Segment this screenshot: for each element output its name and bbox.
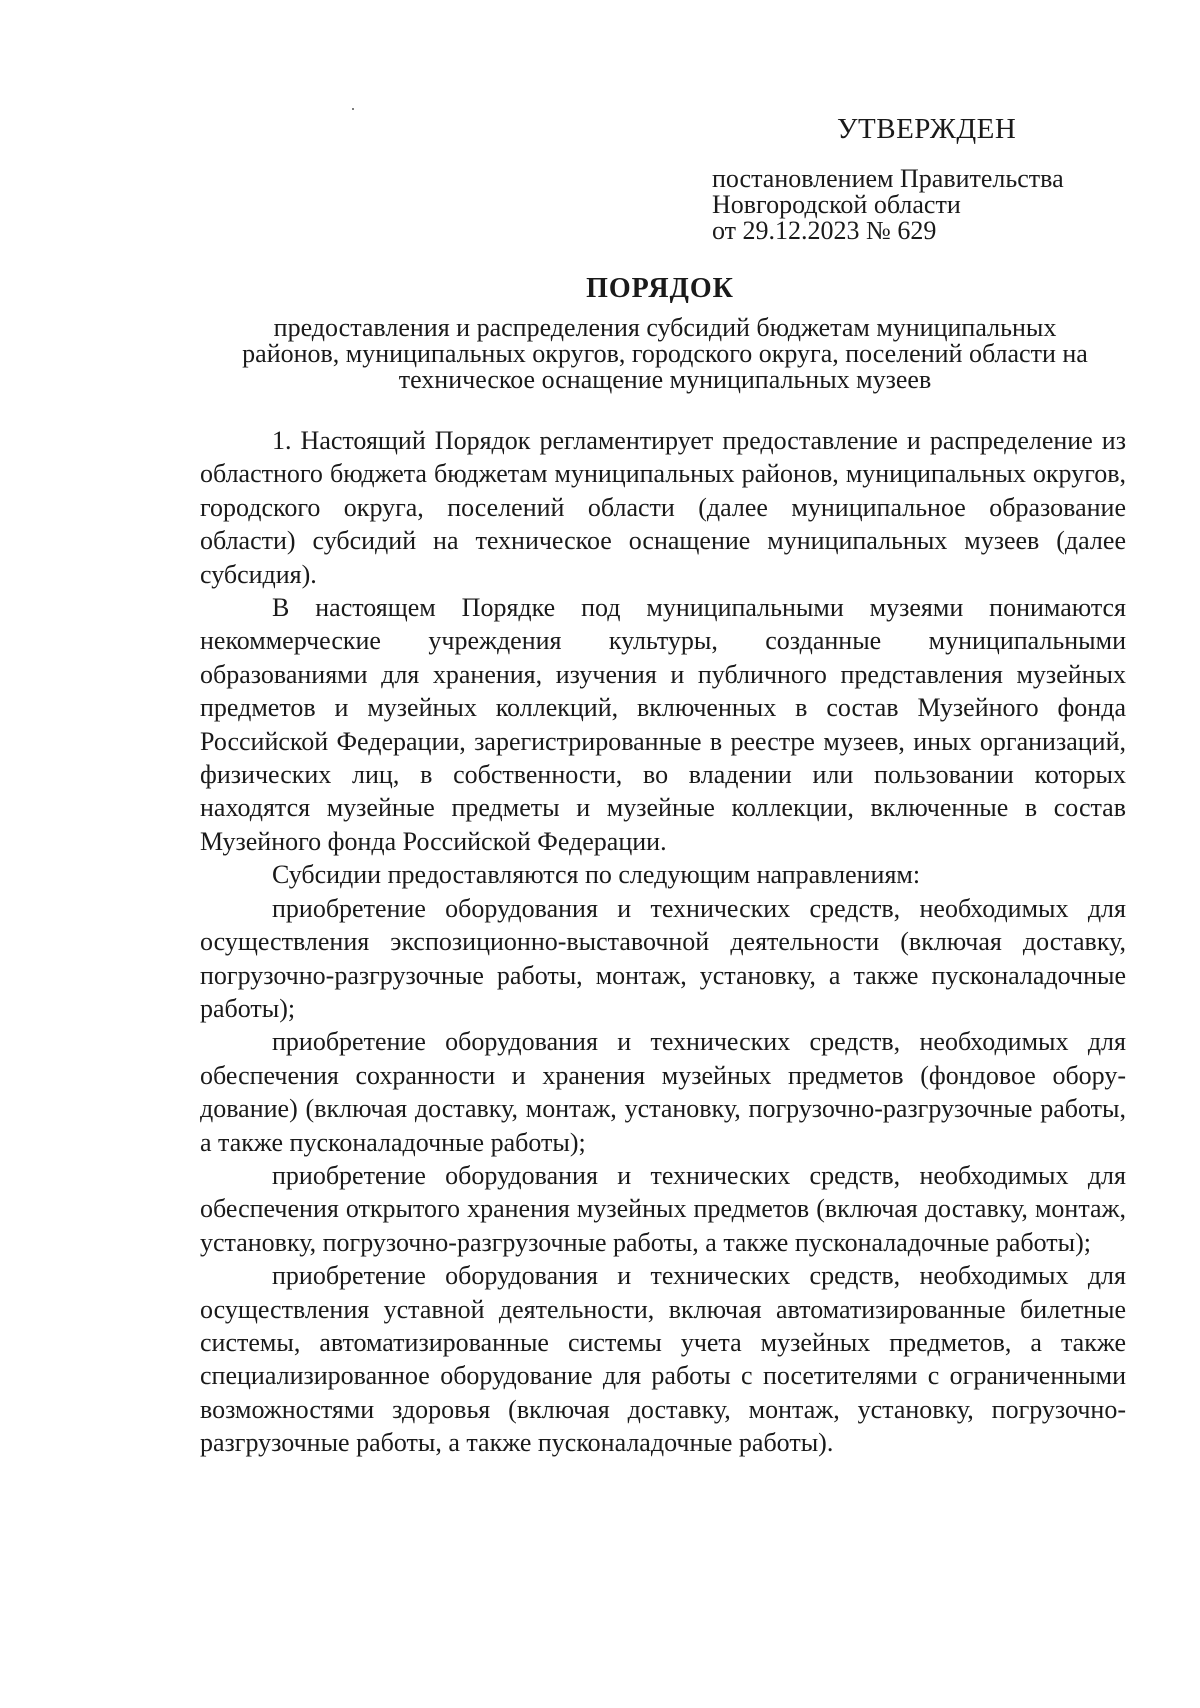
scan-speck (352, 108, 354, 110)
paragraph-museum-definition: В настоящем Порядке под муниципальными музеями понимаются некоммерческие учреждения культуры, созданные муниципальными образованиями для хранения, изучения и публичного представления музейных предметов и музейных коллекций, включенных в состав Музейного фонда Российской Федерации, зарегистрированные в реестре музеев, иных организаций, физических лиц, в собственности, во владении или пользовании которых находятся музейные предметы и музейные коллекции, включенные в состав Музейного фонда Российской Федерации. (200, 593, 1126, 856)
paragraph-directions-intro: Субсидии предоставляются по следующим направлениям: (272, 860, 921, 890)
subtitle-line: техническое оснащение муниципальных музеев (398, 365, 932, 394)
document-title: ПОРЯДОК (586, 273, 734, 304)
approval-line-authority: постановлением Правительства (712, 164, 1064, 193)
approval-heading: УТВЕРЖДЕН (837, 113, 1017, 145)
approval-block (712, 112, 1142, 244)
approval-line-date-number: от 29.12.2023 № 629 (712, 216, 937, 245)
paragraph-direction-storage: приобретение оборудования и технических средств, необходимых для обеспечения сохранности и хранения музейных предметов (фондовое оборудование) (включая доставку, монтаж, установку, погрузочно-разгрузочные работы, а также пусконаладочные работы); (200, 1027, 1126, 1157)
document-body (200, 424, 1126, 1460)
approval-line-region: Новгородской области (712, 190, 961, 219)
paragraph-direction-statutory: приобретение оборудования и технических средств, необходимых для осуществления уставной деятельности, включая автоматизированные билетные системы, автоматизированные системы учета музейных предметов, а также специализированное оборудование для работы с посетителями с ограниченными возможностями здоровья (включая доставку, монтаж, установку, погрузочно-разгрузочные работы, а также пусконаладочные работы). (200, 1261, 1126, 1458)
subtitle-line: предоставления и распределения субсидий бюджетам муниципальных (273, 313, 1057, 342)
paragraph-1-scope: 1. Настоящий Порядок регламентирует предоставление и распределение из областного бюджета бюджетам муниципальных районов, муниципальных округов, городского округа, поселений области (далее муниципальное образование области) субсидий на техническое оснащение муниципальных музеев (далее субсидия). (200, 426, 1126, 589)
document-subtitle (190, 315, 1140, 393)
paragraph-direction-exhibition: приобретение оборудования и технических средств, необходимых для осуществления экспозиционно-выставочной деятельности (включая доставку, погрузочно-разгрузочные работы, монтаж, установку, а также пусконаладочные работы); (200, 893, 1126, 1023)
paragraph-direction-open-storage: приобретение оборудования и технических средств, необходимых для обеспечения открытого хранения музейных предметов (включая доставку, монтаж, установку, погрузочно-разгрузочные работы, а также пусконаладочные работы); (200, 1160, 1126, 1257)
subtitle-line: районов, муниципальных округов, городского округа, поселений области на (242, 339, 1088, 368)
